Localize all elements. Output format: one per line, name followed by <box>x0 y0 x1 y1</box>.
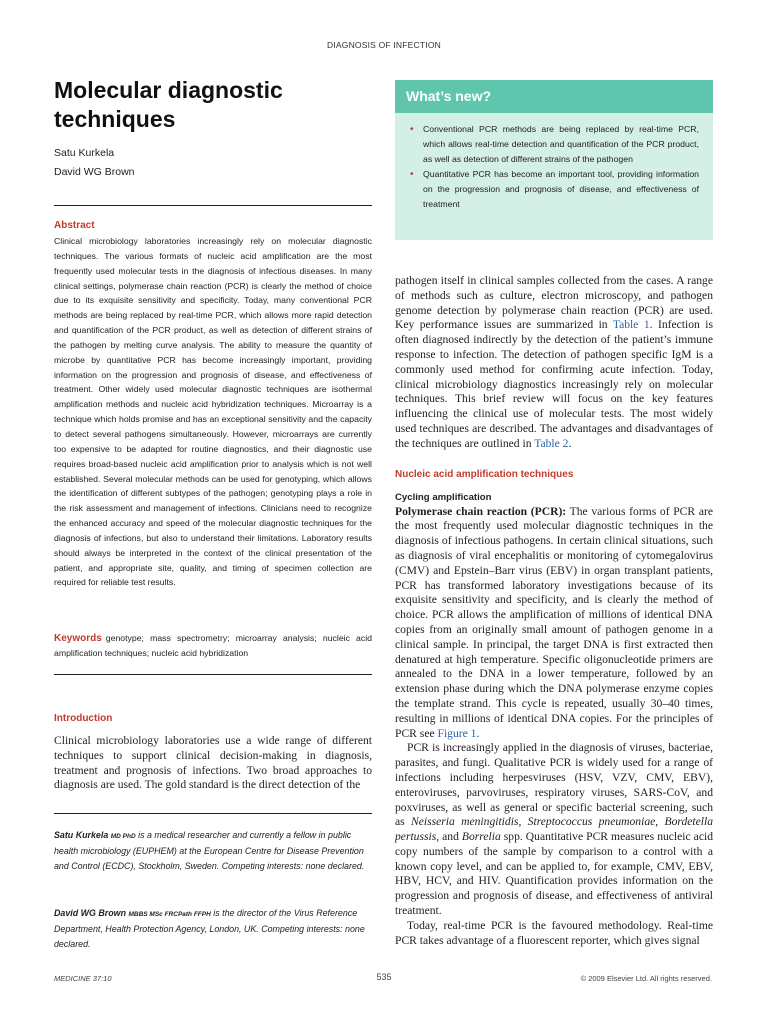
body-paragraph <box>395 274 713 452</box>
body-text: , <box>655 815 665 829</box>
body-text: spp. Quantitative PCR measures nucleic acid copy numbers of the sample by comparison to a control with a known copy level, and can be applied to, for example, CMV, EBV, HBV, HCV, and HIV. Quantification provides information on the progression and prognosis of disease, and effectiveness of antiviral treatment. <box>395 830 713 918</box>
keywords-bottom-divider <box>54 674 372 675</box>
body-text: . <box>476 726 480 740</box>
bullet-icon: • <box>410 169 414 180</box>
footer-journal: MEDICINE 37:10 <box>54 974 112 983</box>
whats-new-item <box>410 122 699 167</box>
whats-new-box <box>395 80 713 240</box>
bullet-icon: • <box>410 124 414 135</box>
introduction-heading: Introduction <box>54 713 113 724</box>
keywords-text: genotype; mass spectrometry; microarray analysis; nucleic acid amplification techniques; nucleic acid hybridization <box>54 633 372 658</box>
keywords-block <box>54 631 372 661</box>
body-text: pathogen itself in clinical samples collected from the cases. A range of methods such as culture, electron microscopy, and pathogen genome detection by polymerase chain reaction (PCR) are used. Key performance issues are summarized in <box>395 274 713 332</box>
bio-credentials: MD PhD <box>110 833 136 840</box>
bio-text: is the director of the Virus Reference Department, Health Protection Agency, London, UK. Competing interests: none declared. <box>54 908 365 949</box>
abstract-heading: Abstract <box>54 220 95 231</box>
footer-copyright: © 2009 Elsevier Ltd. All rights reserved. <box>580 974 712 983</box>
bio-divider <box>54 813 372 814</box>
figure-1-link[interactable]: Figure 1 <box>437 726 477 740</box>
pcr-lead-term: Polymerase chain reaction (PCR): <box>395 504 567 518</box>
whats-new-item-text: Quantitative PCR has become an important tool, providing information on the progression and prognosis of disease, and effectiveness of treatment <box>423 169 699 209</box>
bio-text: is a medical researcher and currently a fellow in public health microbiology (EUPHEM) at the European Centre for Disease Prevention and Control (ECDC), Stockholm, Sweden. Competing interests: none declared. <box>54 830 365 871</box>
species-name: Neisseria meningitidis <box>410 815 519 829</box>
body-text: . Infection is often diagnosed indirectly by the detection of the patient’s immune response to infection. The detection of pathogen specific IgM is a commonly used method for confirming acute infection. Today, clinical microbiology diagnostics increasingly rely on molecular techniques. This brief review will focus on the key features influencing the clinical use of molecular tests. The most widely used techniques are described. The advantages and disadvantages of the techniques are outlined in <box>395 318 714 450</box>
whats-new-item <box>410 167 699 212</box>
bio-credentials: MBBS MSc FRCPath FFPH <box>128 911 211 918</box>
author-bio <box>54 828 372 874</box>
table-1-link[interactable]: Table 1 <box>612 318 650 332</box>
author-name: Satu Kurkela <box>54 147 115 159</box>
subsection-heading: Cycling amplification <box>395 491 492 503</box>
bio-author-name: Satu Kurkela <box>54 830 109 840</box>
body-paragraph <box>395 505 713 742</box>
abstract-block <box>54 219 372 590</box>
author-bio <box>54 906 372 952</box>
body-text: , and <box>436 830 462 844</box>
body-text: , <box>518 815 528 829</box>
body-text: . <box>568 436 572 450</box>
introduction-text: Clinical microbiology laboratories use a wide range of different techniques to support clinical decision-making in diagnosis, treatment and prognosis of infections. Two broad approaches to diagnosis are used. The gold standard is the direct detection of the <box>54 734 372 792</box>
bio-author-name: David WG Brown <box>54 908 126 918</box>
abstract-text: Clinical microbiology laboratories increasingly rely on molecular diagnostic techniques. The various formats of nucleic acid amplification are the most frequently used molecular tests in the diagnosis of infectious diseases. In many clinical settings, polymerase chain reaction (PCR) is clearly the method of choice due to its exquisite sensitivity and specificity. Today, many conventional PCR methods are being replaced by real-time PCR, which allows more rapid detection and quantification of the PCR product, as well as detection of different strains of the pathogen by melting curve analysis. The ability to measure the quantity of microbe by quantitative PCR has become increasingly important, providing information on the progression and prognosis of disease, and effectiveness of treatment. Other widely used molecular diagnostic techniques are isothermal amplification methods and nucleic acid hybridization techniques. Microarray is a technique which holds promise and has an exceptional sensitivity and the capacity to detect several pathogens simultaneously. However, microarrays are currently too expensive to be adapted for routine diagnostics, and their diagnostic use requires broad-based nucleic acid amplification prior to analysis which is not well established. Several molecular methods can be used for genotyping, which allows the identification of different subtypes of the pathogen; genotyping plays a role in the risk assessment and management of infections. Clinicians need to recognize the enhanced accuracy and speed of the molecular diagnostic techniques for the diagnosis of infections, but also to understand their limitations. Laboratory results should always be interpreted in the context of the clinical presentation of the patient, and appropriate site, quality, and timing of specimen collection are required for reliable test results. <box>54 236 372 588</box>
section-heading: Nucleic acid amplification techniques <box>395 468 574 480</box>
author-list <box>54 144 354 182</box>
keywords-label: Keywords <box>54 633 102 644</box>
page-number: 535 <box>376 972 392 982</box>
whats-new-list <box>395 113 713 212</box>
whats-new-heading: What’s new? <box>395 80 713 113</box>
species-name: Bordetella pertussis <box>395 815 714 844</box>
species-name: Borrelia <box>461 830 501 844</box>
body-paragraph: Today, real-time PCR is the favoured methodology. Real-time PCR takes advantage of a fluorescent reporter, which gives signal <box>395 918 713 947</box>
author-name: David WG Brown <box>54 166 135 178</box>
body-right-column <box>395 274 713 948</box>
body-paragraph <box>395 741 713 919</box>
species-name: Streptococcus pneumoniae <box>527 815 656 829</box>
body-text: PCR is increasingly applied in the diagnosis of viruses, bacteriae, parasites, and fungi. Qualitative PCR is widely used for a range of infections including herpesviruses (HSV, VZV, CMV, EBV), enteroviruses, parvoviruses, respiratory viruses, SARS-CoV, and poxviruses, as well as general or specific bacterial screening, such as <box>395 741 713 829</box>
running-head: DIAGNOSIS OF INFECTION <box>327 40 441 50</box>
table-2-link[interactable]: Table 2 <box>534 436 569 450</box>
article-title: Molecular diagnostic techniques <box>54 77 283 132</box>
whats-new-item-text: Conventional PCR methods are being replaced by real-time PCR, which allows real-time detection and quantification of the PCR product, as well as detection of different strains of the pathogen <box>423 124 699 164</box>
body-text: The various forms of PCR are the most frequently used molecular diagnostic techniques in the diagnosis of infectious pathogens. In certain clinical situations, such as diagnosis of viral encephalitis or monitoring of cytomegalovirus (CMV) and Epstein–Barr virus (EBV) in organ transplant patients, PCR has transformed laboratory investigations because of its exquisite sensitivity and specificity, and is clearly the method of choice. PCR allows the amplification of millions of identical DNA copies from an originally small amount of pathogen genome in a clinical sample. In principal, the target DNA is first extracted then denatured at high temperature. Specific oligonucleotide primers are annealed to the DNA in a lower temperature, followed by an extension phase during which the DNA polymerase enzyme copies the template strand. This cycle is repeated, usually 30–40 times, resulting in millions of identical DNA copies. For the principles of PCR see <box>395 504 713 740</box>
abstract-top-divider <box>54 205 372 206</box>
